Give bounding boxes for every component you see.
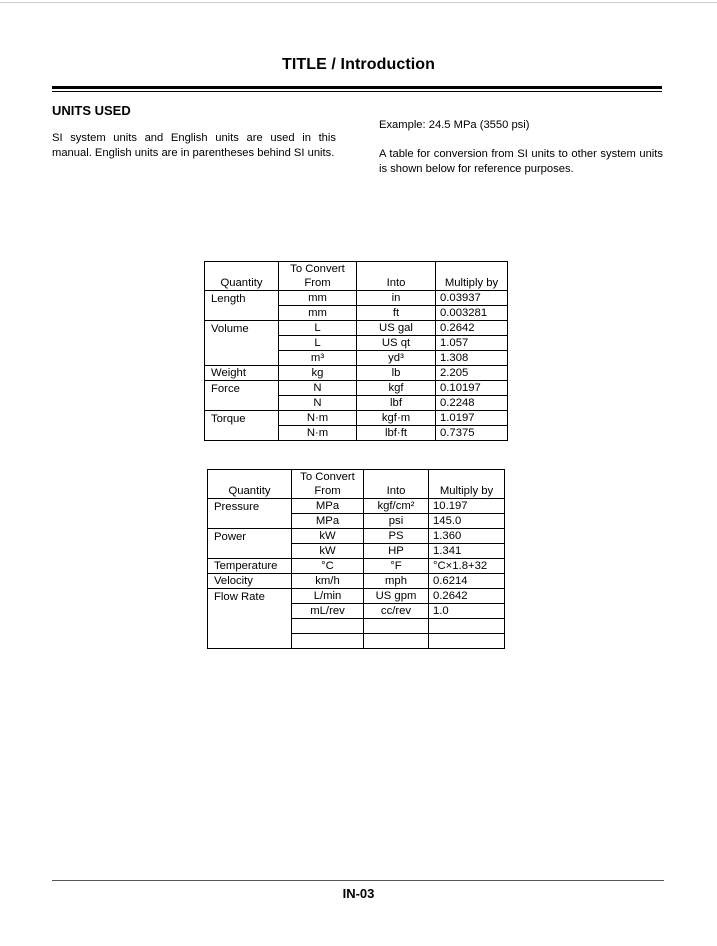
quantity-cell [208, 544, 292, 559]
factor-cell: 0.03937 [436, 291, 508, 306]
table-row [208, 559, 505, 574]
quantity-cell: Force [205, 381, 279, 396]
quantity-cell [205, 306, 279, 321]
from-cell: kW [292, 529, 364, 544]
header-blank [205, 262, 279, 277]
factor-cell: 2.205 [436, 366, 508, 381]
table-header-row [208, 484, 505, 499]
table-header-row [205, 262, 508, 277]
from-cell: N·m [279, 411, 357, 426]
from-cell: N [279, 381, 357, 396]
into-cell: psi [364, 514, 429, 529]
header-blank [364, 470, 429, 485]
quantity-cell: Length [205, 291, 279, 306]
into-cell: ft [357, 306, 436, 321]
table-row [205, 321, 508, 336]
factor-cell: 0.6214 [429, 574, 505, 589]
from-cell [292, 634, 364, 649]
table-row [208, 499, 505, 514]
into-cell: US gal [357, 321, 436, 336]
factor-cell [429, 619, 505, 634]
from-cell: m³ [279, 351, 357, 366]
quantity-cell [205, 336, 279, 351]
table-row [205, 351, 508, 366]
quantity-cell: Power [208, 529, 292, 544]
table-row [205, 411, 508, 426]
table-header-row [208, 470, 505, 485]
into-cell: cc/rev [364, 604, 429, 619]
into-cell: °F [364, 559, 429, 574]
from-cell: kW [292, 544, 364, 559]
quantity-cell [205, 351, 279, 366]
table-row [208, 529, 505, 544]
table-row [205, 336, 508, 351]
table-row [208, 574, 505, 589]
into-cell: kgf [357, 381, 436, 396]
factor-cell: 0.2642 [429, 589, 505, 604]
table-row [208, 634, 505, 649]
from-cell: MPa [292, 499, 364, 514]
into-cell [364, 619, 429, 634]
header-blank [429, 470, 505, 485]
footer-rule [52, 880, 664, 881]
factor-cell: 1.057 [436, 336, 508, 351]
factor-cell: 1.0 [429, 604, 505, 619]
into-cell: US gpm [364, 589, 429, 604]
quantity-cell [208, 514, 292, 529]
quantity-cell: Pressure [208, 499, 292, 514]
from-cell [292, 619, 364, 634]
factor-cell: 0.003281 [436, 306, 508, 321]
into-cell: mph [364, 574, 429, 589]
quantity-cell: Torque [205, 411, 279, 426]
page-title: TITLE / Introduction [281, 56, 436, 73]
into-cell: yd³ [357, 351, 436, 366]
table-row [205, 291, 508, 306]
title-rule-thin [52, 91, 662, 92]
quantity-cell: Volume [205, 321, 279, 336]
into-cell: lbf·ft [357, 426, 436, 441]
into-cell: PS [364, 529, 429, 544]
example-text: Example: 24.5 MPa (3550 psi) [379, 119, 530, 131]
from-cell: N [279, 396, 357, 411]
conversion-table-1 [204, 261, 508, 441]
from-cell: N·m [279, 426, 357, 441]
quantity-cell [208, 634, 292, 649]
table-row [208, 544, 505, 559]
table-row [208, 589, 505, 604]
into-cell: kgf·m [357, 411, 436, 426]
quantity-cell [208, 619, 292, 634]
from-cell: kg [279, 366, 357, 381]
title-rule-thick [52, 86, 662, 89]
from-cell: mm [279, 306, 357, 321]
header-into: Into [357, 276, 436, 291]
header-to-convert: To Convert [279, 262, 357, 277]
header-blank [208, 470, 292, 485]
factor-cell: 10.197 [429, 499, 505, 514]
factor-cell: 0.2248 [436, 396, 508, 411]
quantity-cell: Velocity [208, 574, 292, 589]
into-cell [364, 634, 429, 649]
table-header-row [205, 276, 508, 291]
header-multiply-by: Multiply by [429, 484, 505, 499]
table-row [205, 366, 508, 381]
reference-paragraph: A table for conversion from SI units to other system units is shown below for reference purposes. [379, 148, 663, 175]
factor-cell: 145.0 [429, 514, 505, 529]
header-from: From [279, 276, 357, 291]
intro-paragraph: SI system units and English units are used in this manual. English units are in parentheses behind SI units. [52, 132, 336, 159]
table-row [205, 381, 508, 396]
header-blank [357, 262, 436, 277]
header-multiply-by: Multiply by [436, 276, 508, 291]
from-cell: L [279, 336, 357, 351]
into-cell: lb [357, 366, 436, 381]
from-cell: km/h [292, 574, 364, 589]
table-row [205, 426, 508, 441]
from-cell: mm [279, 291, 357, 306]
quantity-cell [208, 604, 292, 619]
table-row [205, 306, 508, 321]
from-cell: mL/rev [292, 604, 364, 619]
page-number: IN-03 [342, 886, 375, 901]
header-quantity: Quantity [205, 276, 279, 291]
factor-cell: 0.10197 [436, 381, 508, 396]
table-row [205, 396, 508, 411]
from-cell: MPa [292, 514, 364, 529]
header-blank [436, 262, 508, 277]
table-row [208, 604, 505, 619]
section-heading: UNITS USED [52, 103, 131, 118]
from-cell: L [279, 321, 357, 336]
quantity-cell [205, 426, 279, 441]
factor-cell: 0.2642 [436, 321, 508, 336]
quantity-cell: Temperature [208, 559, 292, 574]
conversion-table-2 [207, 469, 505, 649]
quantity-cell [205, 396, 279, 411]
header-into: Into [364, 484, 429, 499]
factor-cell [429, 634, 505, 649]
into-cell: US qt [357, 336, 436, 351]
into-cell: lbf [357, 396, 436, 411]
top-border [0, 2, 717, 3]
from-cell: °C [292, 559, 364, 574]
header-quantity: Quantity [208, 484, 292, 499]
factor-cell: 1.0197 [436, 411, 508, 426]
factor-cell: 1.341 [429, 544, 505, 559]
from-cell: L/min [292, 589, 364, 604]
table-row [208, 514, 505, 529]
into-cell: in [357, 291, 436, 306]
into-cell: HP [364, 544, 429, 559]
factor-cell: 1.308 [436, 351, 508, 366]
header-to-convert: To Convert [292, 470, 364, 485]
into-cell: kgf/cm² [364, 499, 429, 514]
factor-cell: 1.360 [429, 529, 505, 544]
table-row [208, 619, 505, 634]
factor-cell: 0.7375 [436, 426, 508, 441]
quantity-cell: Weight [205, 366, 279, 381]
quantity-cell: Flow Rate [208, 589, 292, 604]
header-from: From [292, 484, 364, 499]
factor-cell: °C×1.8+32 [429, 559, 505, 574]
